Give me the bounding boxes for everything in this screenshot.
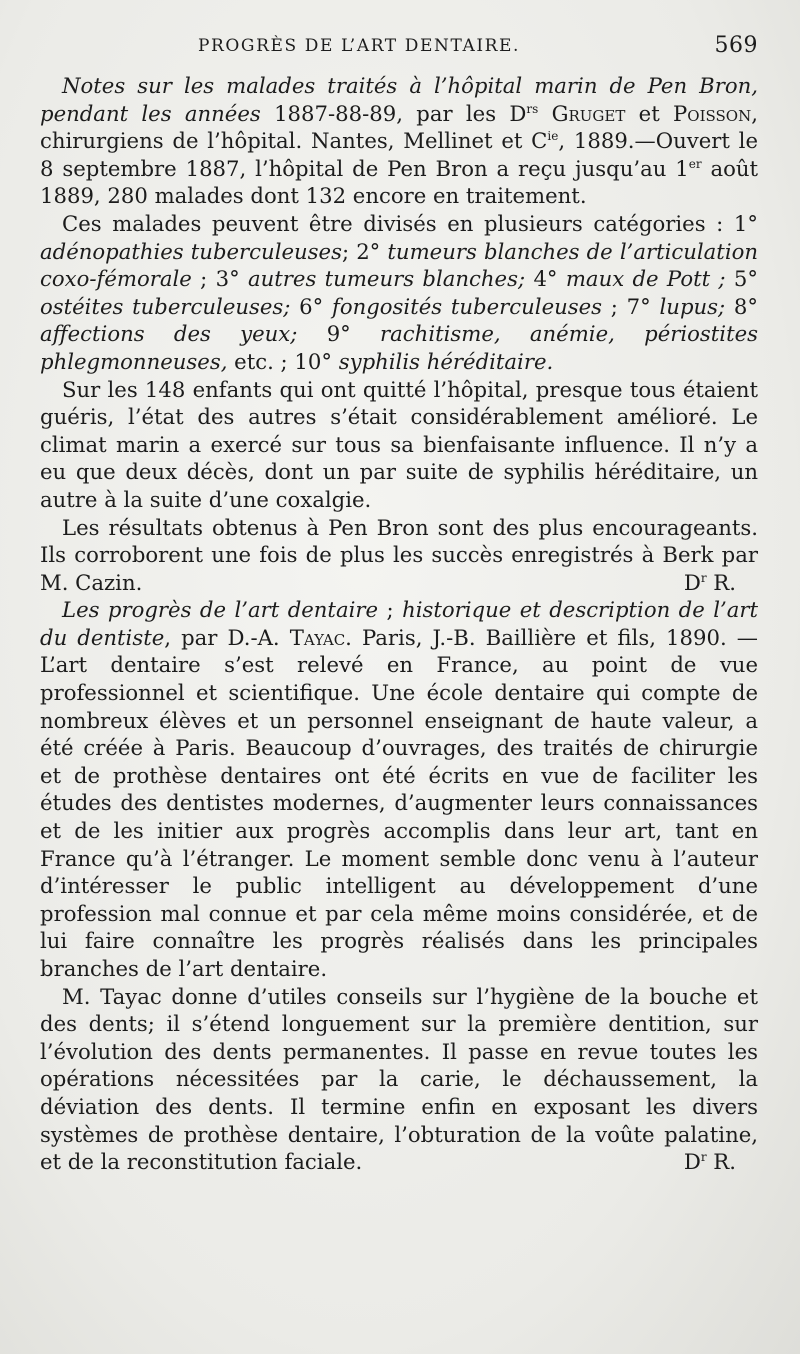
page-number: 569 bbox=[714, 33, 758, 58]
author-gruget: Gruget bbox=[538, 100, 626, 126]
review2-paragraph-1: Les progrès de l’art dentaire ; historique et description de l’art du dentiste, par D.-A. Tayac. Paris, J.-B. Baillière et fils, 1890. — L’art dentaire s’est relevé en France, au point de vue professionnel et scientifique. Une école dentaire qui compte de nombreux élèves et un personnel enseignant de haute valeur, a été créée à Paris. Beaucoup d’ouvrages, des traités de chirurgie et de prothèse dentaires ont été écrits en vue de faciliter les études des dentistes modernes, d’augmenter leurs connaissances et de les initier aux progrès accomplis dans leur art, tant en France qu’à l’étranger. Le moment semble donc venu à l’auteur d’intéresser le public intelligent au développement d’une profession mal connue et par cela même moins considérée, et de lui faire connaître les progrès réalisés dans les principales branches de l’art dentaire. bbox=[40, 597, 758, 981]
body-text bbox=[40, 72, 758, 1176]
running-title: PROGRÈS DE L’ART DENTAIRE. bbox=[197, 36, 521, 56]
review1-paragraph-3: Sur les 148 enfants qui ont quitté l’hôpital, presque tous étaient guéris, l’état des autres s’était considérablement amélioré. Le climat marin a exercé sur tous sa bienfaisante influence. Il n’y a eu que deux décès, dont un par suite de syphilis héréditaire, un autre à la suite d’une coxalgie. bbox=[40, 376, 758, 512]
review2-title: Les progrès de l’art dentaire bbox=[62, 597, 379, 623]
review2-paragraph-2: M. Tayac donne d’utiles conseils sur l’hygiène de la bouche et des dents; il s’étend longuement sur la première dentition, sur l’évolution des dents permanentes. Il passe en revue toutes les opérations nécessitées par la carie, le déchaussement, la déviation des dents. Il termine enfin en exposant les divers systèmes de prothèse dentaire, l’obturation de la voûte palatine, et de la reconstitution faciale. $D^r$ R. bbox=[40, 983, 758, 1175]
review1-paragraph-2: Ces malades peuvent être divisés en plusieurs catégories : 1° adénopathies tuberculeuses; 2° tumeurs blanches de l’articulation coxo-fémorale ; 3° autres tumeurs blanches; 4° maux de Pott ; 5° ostéites tuberculeuses; 6° fongosités tuberculeuses ; 7° lupus; 8° affections des yeux; 9° rachitisme, anémie, périostites phlegmonneuses, etc. ; 10° syphilis héréditaire. bbox=[40, 210, 759, 374]
review1-paragraph-4: Les résultats obtenus à Pen Bron sont des plus encourageants. Ils corroborent une fois de plus les succès enregistrés à Berk par M. Cazin. $D^r$ R. bbox=[40, 514, 758, 595]
review1-signature: $D^r$ R. bbox=[683, 569, 736, 595]
running-header bbox=[40, 33, 758, 72]
author-poisson: Poisson bbox=[673, 100, 752, 126]
review1-title: Notes sur les malades traités à l’hôpital marin de Pen Bron, pendant les années bbox=[40, 73, 758, 126]
review1-paragraph-1: Notes sur les malades traités à l’hôpital marin de Pen Bron, pendant les années 1887-88-89, par les $D^{rs}$ Gruget et Poisson, chirurgiens de l’hôpital. Nantes, Mellinet et $C^{ie}$, 1889.—Ouvert le 8 septembre 1887, l’hôpital de Pen Bron a reçu jusqu’au 1er août 1889, 280 malades dont 132 encore en traitement. bbox=[40, 73, 758, 209]
review2-signature: $D^r$ R. bbox=[683, 1149, 736, 1175]
review2-subtitle: historique et description de l’art du dentiste bbox=[40, 597, 758, 650]
author-tayac: Tayac bbox=[289, 624, 346, 650]
